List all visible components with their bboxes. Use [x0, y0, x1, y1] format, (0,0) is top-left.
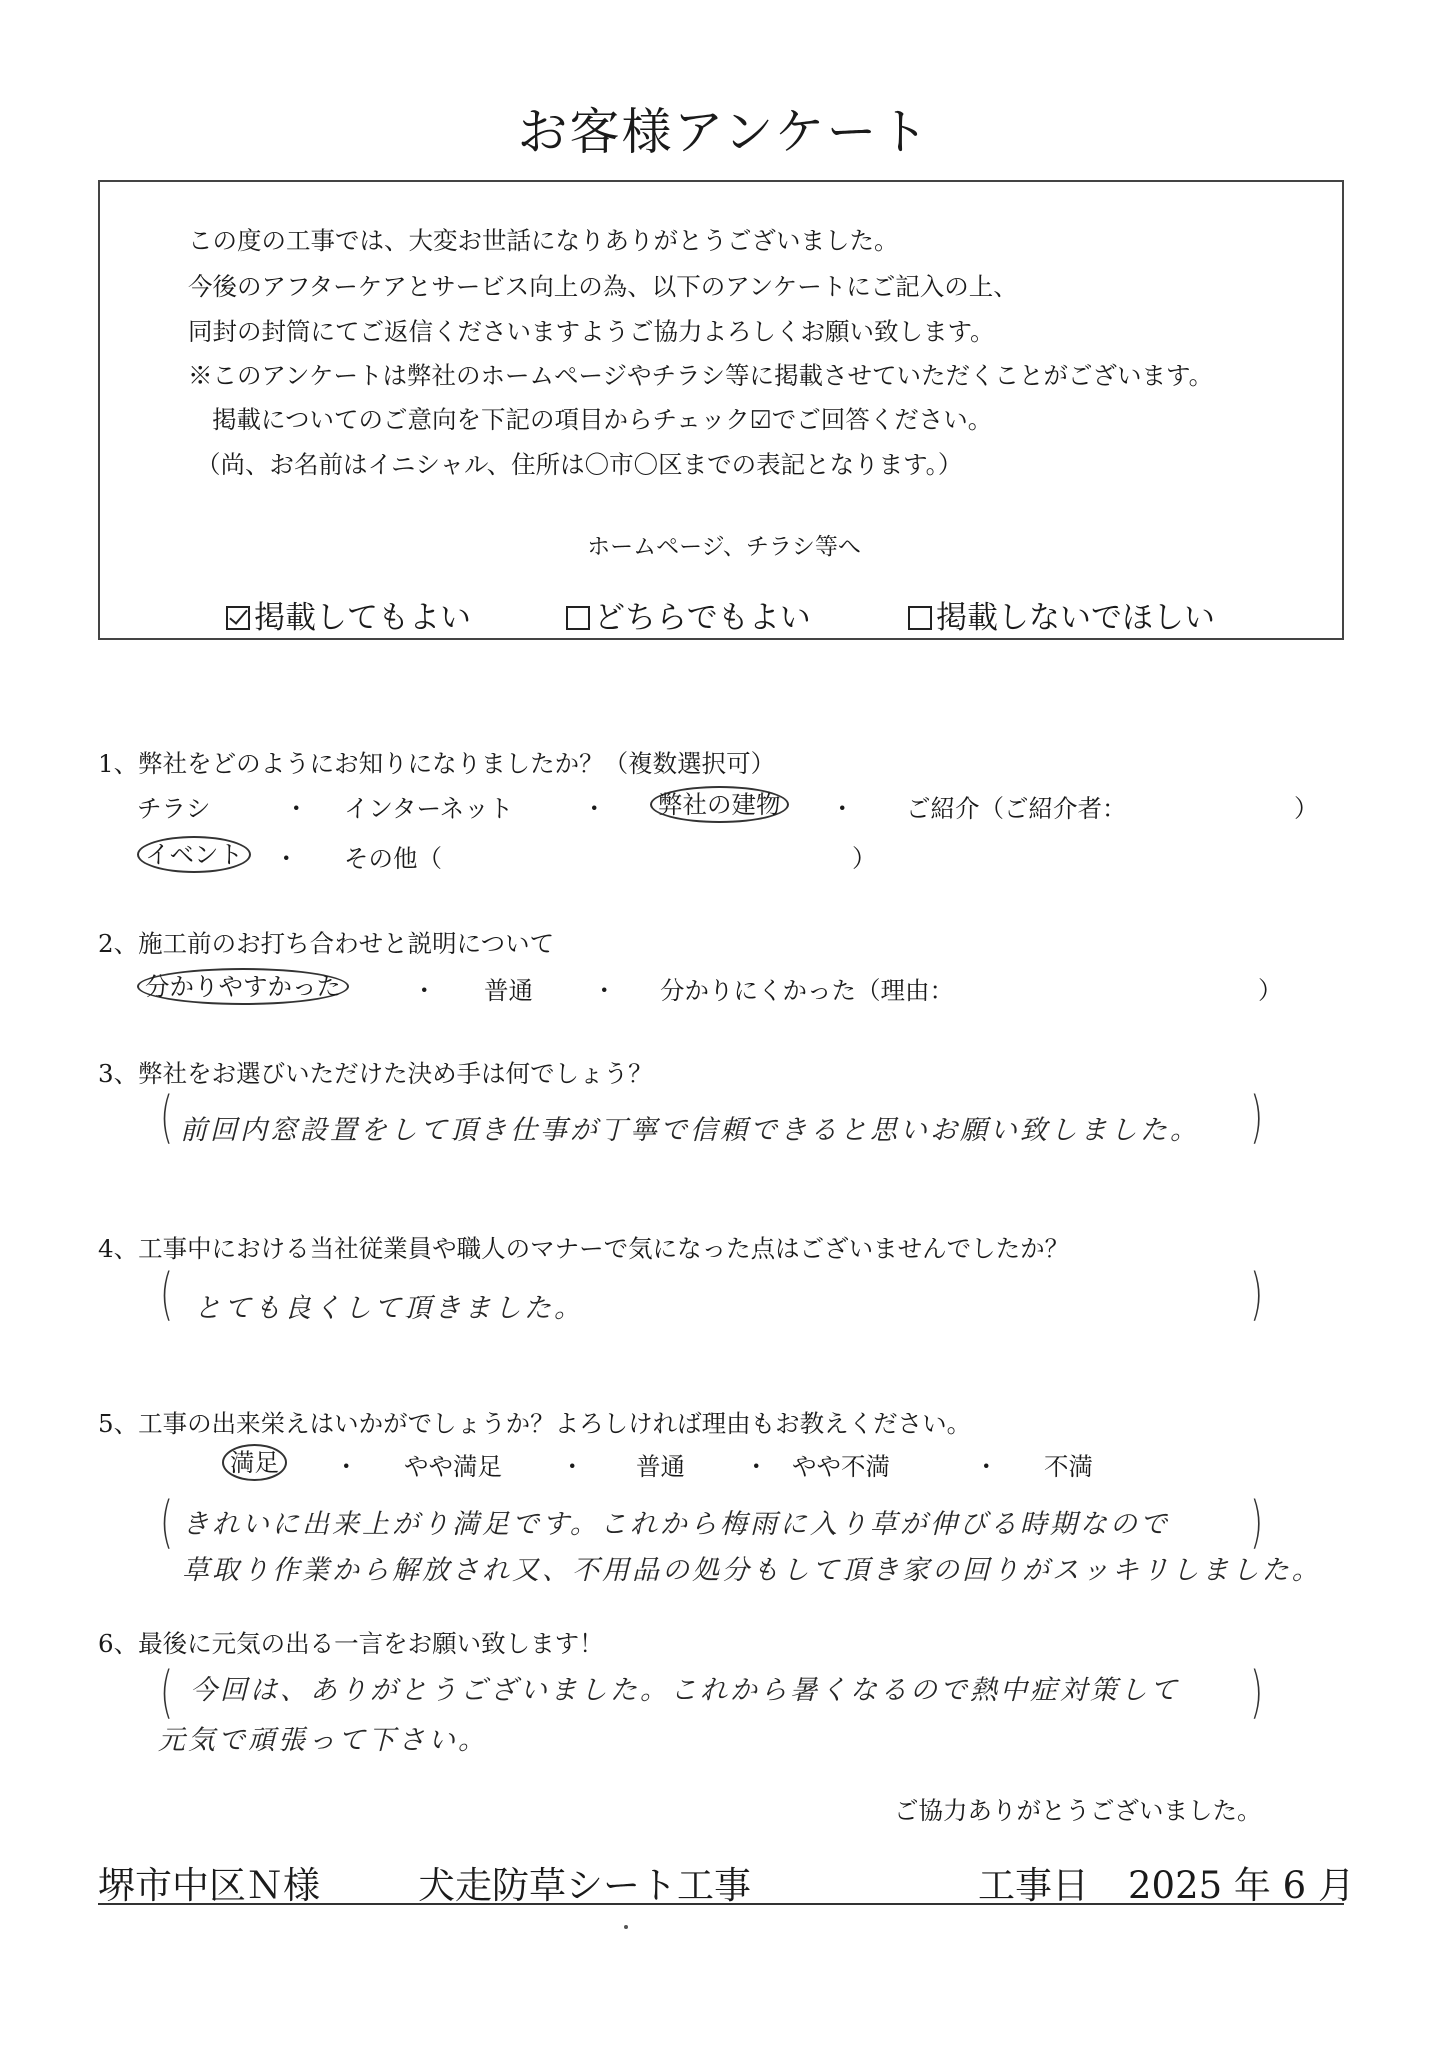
q5-answer-line-2: 草取り作業から解放され又、不用品の処分もして頂き家の回りがスッキリしました。	[182, 1555, 1322, 1586]
q1-choice-internet[interactable]: インターネット	[344, 794, 514, 823]
q5-choice-satisfied[interactable]	[222, 1444, 287, 1479]
publish-option-either[interactable]	[566, 592, 811, 637]
q5-answer-line-1: きれいに出来上がり満足です。これから梅雨に入り草が伸びる時期なので	[182, 1509, 1170, 1540]
answer-open-bracket: (	[160, 1262, 174, 1327]
footer-date-value: 2025 年 6 月	[1128, 1864, 1355, 1907]
q1-separator: ・	[582, 794, 607, 823]
q3-answer: 前回内窓設置をして頂き仕事が丁寧で信頼できると思いお願い致しました。	[180, 1115, 1200, 1146]
q1-choice-flyer[interactable]: チラシ	[137, 794, 211, 823]
checkbox-icon[interactable]	[908, 606, 932, 630]
page-title: お客様アンケート	[517, 103, 931, 161]
question-6: 6、最後に元気の出る一言をお願い致します！	[98, 1629, 604, 1658]
question-2: 2、施工前のお打ち合わせと説明について	[98, 929, 555, 958]
q6-answer-line-1: 今回は、ありがとうございました。これから暑くなるので熱中症対策して	[190, 1675, 1180, 1706]
question-5: 5、工事の出来栄えはいかがでしょうか？よろしければ理由もお教えください。	[98, 1409, 972, 1438]
q5-choice-normal[interactable]: 普通	[636, 1452, 685, 1481]
q2-choice-clear-label: 分かりやすかった	[137, 968, 349, 1005]
q1-other-close-paren: ）	[852, 844, 877, 873]
q5-separator: ・	[974, 1452, 999, 1481]
q4-answer: とても良くして頂きました。	[194, 1293, 584, 1324]
q1-referral-close-paren: ）	[1294, 794, 1319, 823]
answer-open-bracket: (	[160, 1490, 174, 1555]
answer-close-bracket: )	[1250, 1085, 1264, 1150]
notice-heading: ホームページ、チラシ等へ	[587, 534, 861, 560]
q1-separator: ・	[274, 844, 299, 873]
intro-line-3: 同封の封筒にてご返信くださいますようご協力よろしくお願い致します。	[188, 317, 995, 346]
q2-choice-unclear[interactable]: 分かりにくかった（理由：	[660, 976, 954, 1005]
answer-close-bracket: )	[1250, 1262, 1264, 1327]
answer-open-bracket: (	[160, 1085, 174, 1150]
publish-option-ok-label: 掲載してもよい	[254, 600, 471, 636]
q1-separator: ・	[830, 794, 855, 823]
intro-line-6: （尚、お名前はイニシャル、住所は〇市〇区までの表記となります。）	[196, 450, 963, 479]
intro-line-2: 今後のアフターケアとサービス向上の為、以下のアンケートにご記入の上、	[188, 272, 1018, 301]
q5-choice-somewhat-dissatisfied[interactable]: やや不満	[792, 1452, 890, 1481]
q1-separator: ・	[284, 794, 309, 823]
q2-choice-normal[interactable]: 普通	[484, 976, 533, 1005]
q1-choice-event-label: イベント	[137, 836, 251, 873]
checked-checkbox-icon[interactable]	[226, 606, 250, 630]
answer-close-bracket: )	[1250, 1660, 1264, 1725]
q2-choice-clear[interactable]	[137, 968, 349, 1003]
intro-line-4: ※このアンケートは弊社のホームページやチラシ等に掲載させていただくことがございます。	[188, 361, 1214, 390]
q2-close-paren: ）	[1258, 976, 1283, 1005]
publish-option-no[interactable]	[908, 592, 1215, 637]
footer	[98, 1855, 1355, 1907]
intro-line-5: 掲載についてのご意向を下記の項目からチェック☑でご回答ください。	[212, 405, 993, 434]
q2-separator: ・	[592, 976, 617, 1005]
publish-option-ok[interactable]	[226, 592, 471, 637]
answer-close-bracket: )	[1250, 1490, 1264, 1555]
q5-separator: ・	[560, 1452, 585, 1481]
q1-choice-other[interactable]: その他（	[344, 844, 442, 873]
footer-work: 犬走防草シート工事	[418, 1864, 751, 1907]
q5-choice-satisfied-label: 満足	[222, 1444, 287, 1481]
q1-choice-referral[interactable]: ご紹介（ご紹介者：	[906, 794, 1127, 823]
footer-customer: 堺市中区Ｎ様	[98, 1864, 320, 1907]
answer-open-bracket: (	[160, 1660, 174, 1725]
q5-separator: ・	[744, 1452, 769, 1481]
checkbox-icon[interactable]	[566, 606, 590, 630]
q1-choice-building-label: 弊社の建物	[650, 786, 789, 823]
footer-date-label: 工事日	[978, 1864, 1089, 1907]
q5-choice-somewhat-satisfied[interactable]: やや満足	[404, 1452, 502, 1481]
publish-option-no-label: 掲載しないでほしい	[936, 600, 1215, 636]
q2-separator: ・	[412, 976, 437, 1005]
q5-choice-dissatisfied[interactable]: 不満	[1044, 1452, 1093, 1481]
question-1: 1、弊社をどのようにお知りになりましたか？（複数選択可）	[98, 749, 776, 778]
closing-thanks: ご協力ありがとうございました。	[894, 1796, 1262, 1825]
q5-separator: ・	[334, 1452, 359, 1481]
q1-choice-event[interactable]	[137, 836, 251, 871]
publish-option-either-label: どちらでもよい	[594, 600, 811, 636]
question-4: 4、工事中における当社従業員や職人のマナーで気になった点はございませんでしたか？	[98, 1234, 1070, 1263]
question-3: 3、弊社をお選びいただけた決め手は何でしょう？	[98, 1059, 653, 1088]
q6-answer-line-2: 元気で頑張って下さい。	[158, 1725, 488, 1756]
scan-speck	[624, 1925, 628, 1929]
intro-line-1: この度の工事では、大変お世話になりありがとうございました。	[188, 226, 899, 255]
q1-choice-building[interactable]	[650, 786, 789, 821]
